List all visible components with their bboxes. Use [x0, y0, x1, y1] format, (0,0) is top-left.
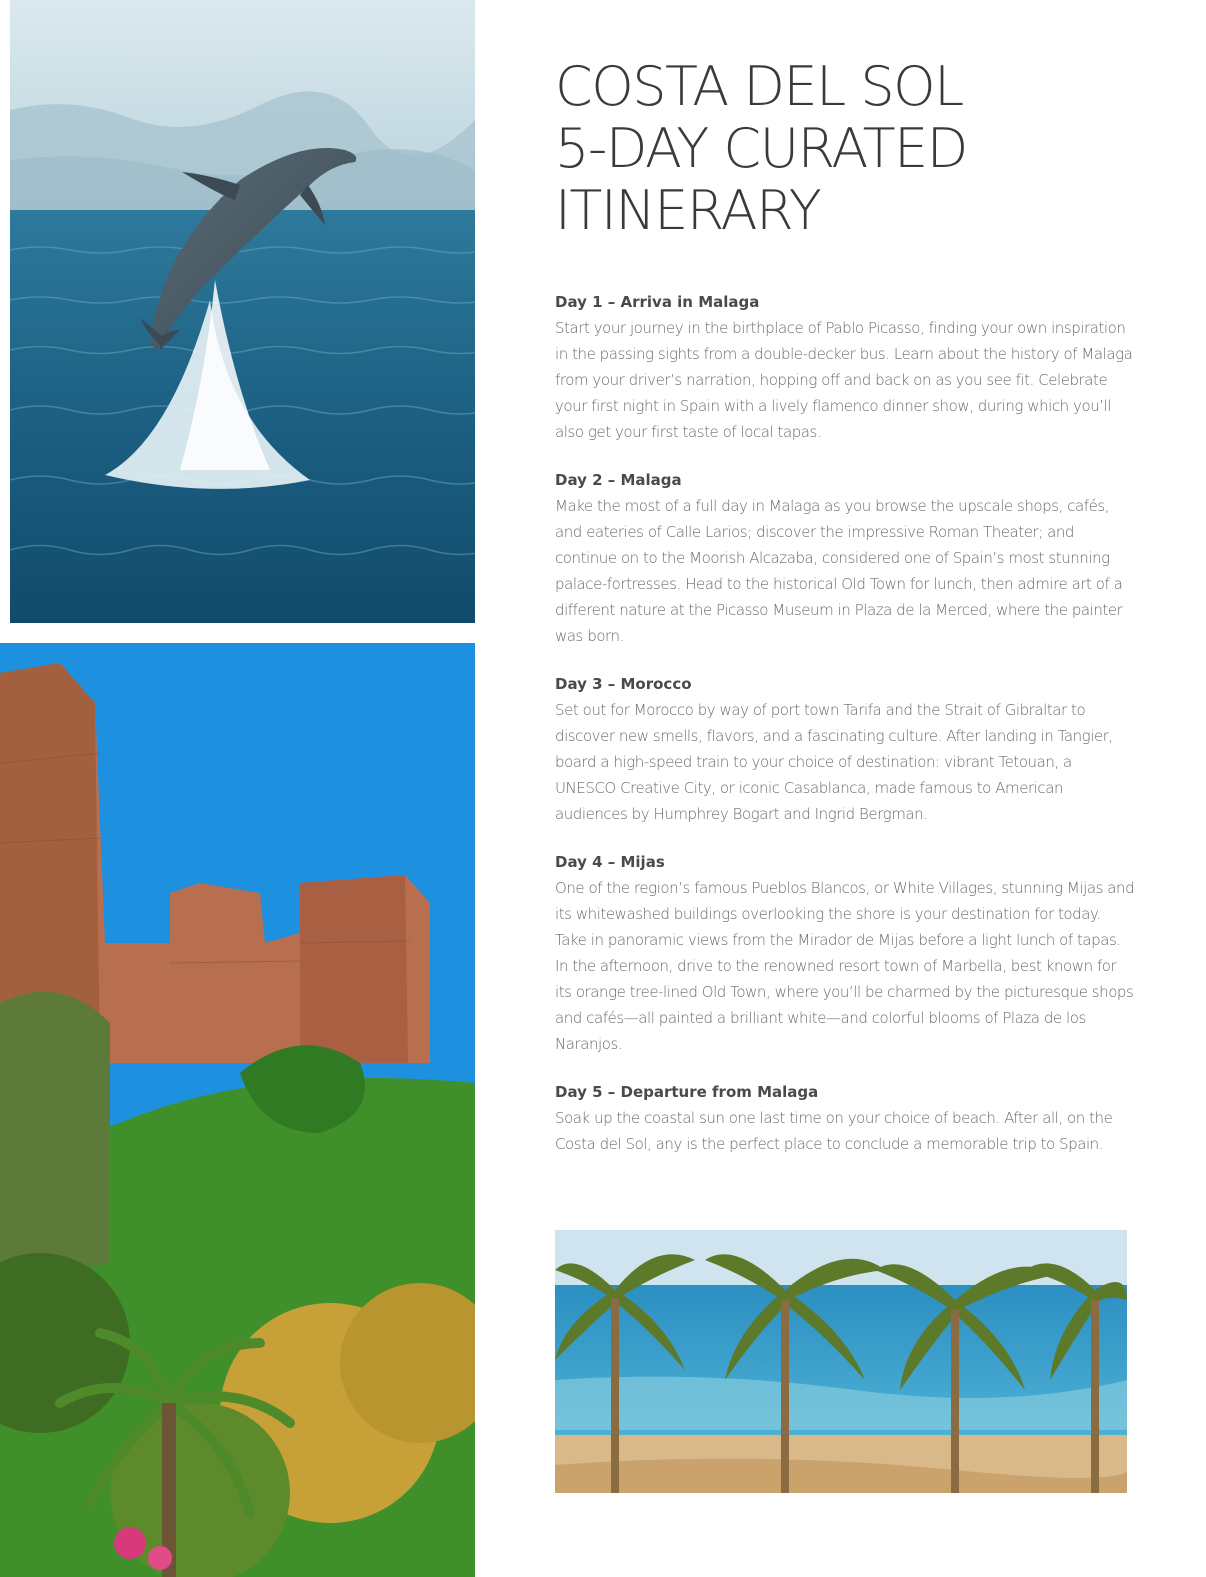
itinerary — [555, 289, 1135, 1179]
day-1-description: Start your journey in the birthplace of Pablo Picasso, finding your own inspiration in the passing sights from a double-decker bus. Learn about the history of Malaga from your driver’s narration, hopping off and back on as you see fit. Celebrate your first night in Spain with a lively flamenco dinner show, during which you’ll also get your first taste of local tapas. — [555, 319, 1133, 441]
day-3-section — [555, 671, 1135, 827]
day-3-description: Set out for Morocco by way of port town Tarifa and the Strait of Gibraltar to discover new smells, flavors, and a fascinating culture. After landing in Tangier, board a high-speed train to your choice of destination: vibrant Tetouan, a UNESCO Creative City, or iconic Casablanca, made famous to American audiences by Humphrey Bogart and Ingrid Bergman. — [555, 701, 1113, 823]
day-1-heading: Day 1 – Arriva in Malaga — [555, 293, 760, 311]
day-2-section — [555, 467, 1135, 649]
dolphin-photo — [10, 0, 475, 623]
day-3-heading: Day 3 – Morocco — [555, 675, 692, 693]
day-4-description: One of the region’s famous Pueblos Blancos, or White Villages, stunning Mijas and its whitewashed buildings overlooking the shore is your destination for today. Take in panoramic views from the Mirador de Mijas before a light lunch of tapas. In the afternoon, drive to the renowned resort town of Marbella, best known for its orange tree-lined Old Town, where you’ll be charmed by the picturesque shops and cafés—all painted a brilliant white—and colorful blooms of Plaza de los Naranjos. — [555, 879, 1135, 1053]
day-5-heading: Day 5 – Departure from Malaga — [555, 1083, 819, 1101]
title-line-3: ITINERARY — [555, 179, 821, 242]
palm-beach-photo — [555, 1230, 1127, 1493]
day-2-heading: Day 2 – Malaga — [555, 471, 682, 489]
page-title — [555, 56, 1155, 242]
title-line-1: COSTA DEL SOL — [555, 55, 963, 118]
day-4-section — [555, 849, 1135, 1057]
day-1-section — [555, 289, 1135, 445]
day-2-description: Make the most of a full day in Malaga as you browse the upscale shops, cafés, and eateries of Calle Larios; discover the impressive Roman Theater; and continue on to the Moorish Alcazaba, considered one of Spain’s most stunning palace-fortresses. Head to the historical Old Town for lunch, then admire art of a different nature at the Picasso Museum in Plaza de la Merced, where the painter was born. — [555, 497, 1123, 645]
day-5-description: Soak up the coastal sun one last time on your choice of beach. After all, on the Costa del Sol, any is the perfect place to conclude a memorable trip to Spain. — [555, 1109, 1113, 1153]
title-line-2: 5-DAY CURATED — [555, 117, 967, 180]
alcazaba-fortress-photo — [0, 643, 475, 1577]
day-5-section — [555, 1079, 1135, 1157]
day-4-heading: Day 4 – Mijas — [555, 853, 665, 871]
